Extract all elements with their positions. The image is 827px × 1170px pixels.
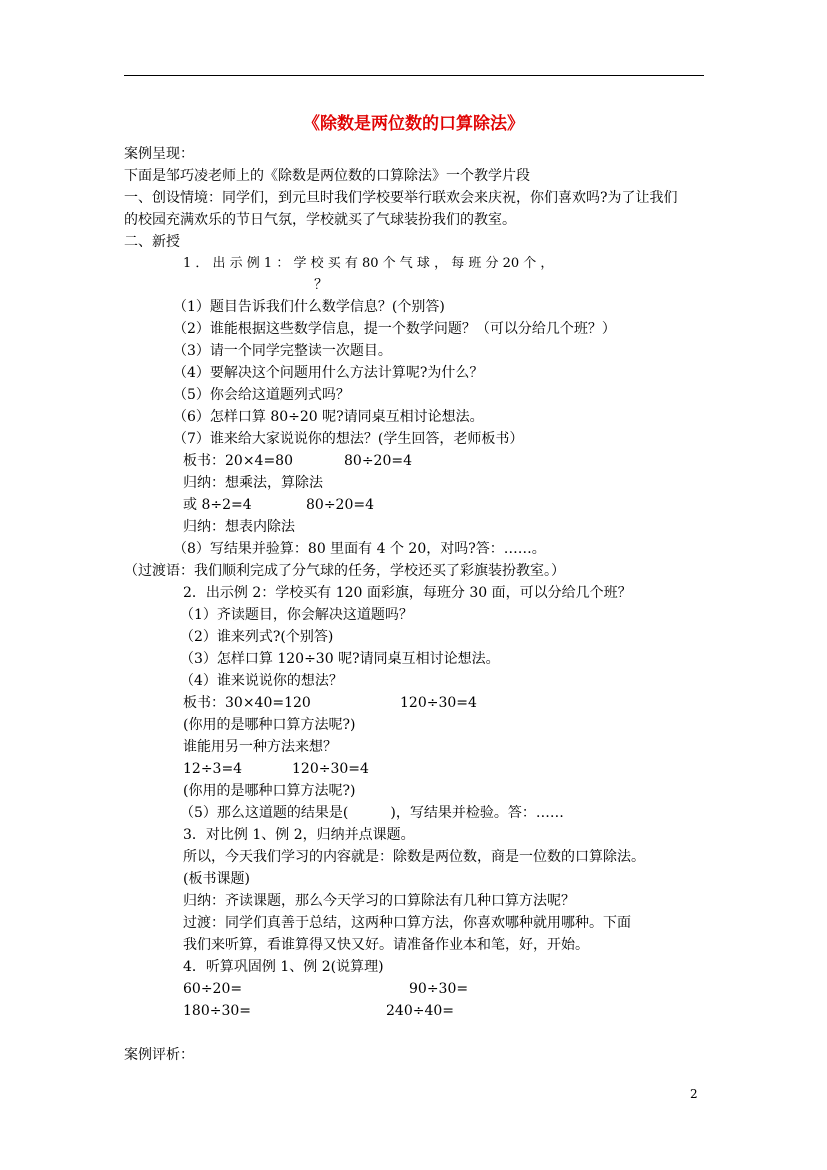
text-line: 过渡：同学们真善于总结，这两种口算方法，你喜欢哪种就用哪种。下面	[183, 915, 631, 931]
text-line: （7）谁来给大家说说你的想法？(学生回答，老师板书）	[173, 431, 524, 447]
text-line: (你用的是哪种口算方法呢?)	[183, 783, 356, 799]
text-line: 谁能用另一种方法来想？	[183, 739, 337, 755]
text-line: 4．听算巩固例 1、例 2(说算理)	[183, 959, 384, 975]
text-line: （1）齐读题目，你会解决这道题吗？	[180, 607, 413, 623]
text-line: 12÷3=4	[183, 761, 243, 777]
text-line: （2）谁来列式?(个别答)	[180, 629, 334, 645]
text-line: 我们来听算，看谁算得又快又好。请准备作业本和笔，好，开始。	[183, 937, 589, 953]
text-line: 2．出示例 2：学校买有 120 面彩旗，每班分 30 面，可以分给几个班？	[183, 585, 632, 601]
text-line: （2）谁能根据这些数学信息，提一个数学问题？（可以分给几个班？）	[173, 321, 616, 337]
text-line: 3．对比例 1、例 2，归纳并点课题。	[183, 827, 415, 843]
page-number: 2	[690, 1087, 698, 1101]
text-line: 案例评析：	[124, 1047, 194, 1063]
text-line: （3）请一个同学完整读一次题目。	[173, 343, 392, 359]
text-line: 1 ． 出 示 例 1 ： 学 校 买 有 80 个 气 球 ， 每 班 分 20 个 ，	[183, 256, 554, 271]
text-line: 板书：20×4=80	[183, 453, 293, 469]
header-rule	[124, 75, 704, 76]
text-line: （5）那么这道题的结果是( )，写结果并检验。答：……	[180, 805, 564, 821]
document-title: 《除数是两位数的口算除法》	[303, 114, 524, 134]
text-line: 归纳：想表内除法	[183, 519, 295, 535]
text-line: （过渡语：我们顺利完成了分气球的任务，学校还买了彩旗装扮教室。）	[124, 563, 565, 579]
text-line: 下面是邹巧凌老师上的《除数是两位数的口算除法》一个教学片段	[124, 168, 530, 184]
text-line: 板书：30×40=120	[183, 695, 311, 711]
text-line: 二、新授	[124, 234, 180, 250]
text-line: 一、创设情境：同学们，到元旦时我们学校要举行联欢会来庆祝，你们喜欢吗?为了让我们	[124, 190, 678, 206]
text-line: （8）写结果并验算：80 里面有 4 个 20，对吗?答：……。	[173, 541, 546, 557]
text-line: 的校园充满欢乐的节日气氛，学校就买了气球装扮我们的教室。	[124, 212, 516, 228]
text-line: 案例呈现：	[124, 146, 194, 162]
text-line: (你用的是哪种口算方法呢?)	[183, 717, 356, 733]
text-line: 80÷20=4	[306, 497, 374, 513]
text-line: （6）怎样口算 80÷20 呢?请同桌互相讨论想法。	[173, 409, 484, 425]
text-line: 所以，今天我们学习的内容就是：除数是两位数，商是一位数的口算除法。	[183, 849, 645, 865]
text-line: 120÷30=4	[400, 695, 477, 711]
text-line: （4）要解决这个问题用什么方法计算呢?为什么？	[173, 365, 484, 381]
text-line: 归纳：想乘法，算除法	[183, 475, 323, 491]
text-line: (板书课题)	[183, 871, 250, 887]
text-line: 80÷20=4	[344, 453, 412, 469]
text-line: （5）你会给这道题列式吗？	[173, 387, 350, 403]
text-line: 90÷30=	[409, 981, 469, 997]
text-line: 240÷40=	[386, 1003, 454, 1019]
text-line: 180÷30=	[183, 1003, 251, 1019]
text-line: ？	[314, 277, 328, 293]
text-line: 或 8÷2=4	[183, 497, 252, 513]
text-line: （3）怎样口算 120÷30 呢?请同桌互相讨论想法。	[180, 651, 500, 667]
text-line: （1）题目告诉我们什么数学信息？(个别答)	[173, 299, 445, 315]
text-line: 60÷20=	[183, 981, 243, 997]
text-line: （4）谁来说说你的想法？	[180, 673, 343, 689]
text-line: 120÷30=4	[292, 761, 369, 777]
text-line: 归纳：齐读课题，那么今天学习的口算除法有几种口算方法呢？	[183, 893, 575, 909]
